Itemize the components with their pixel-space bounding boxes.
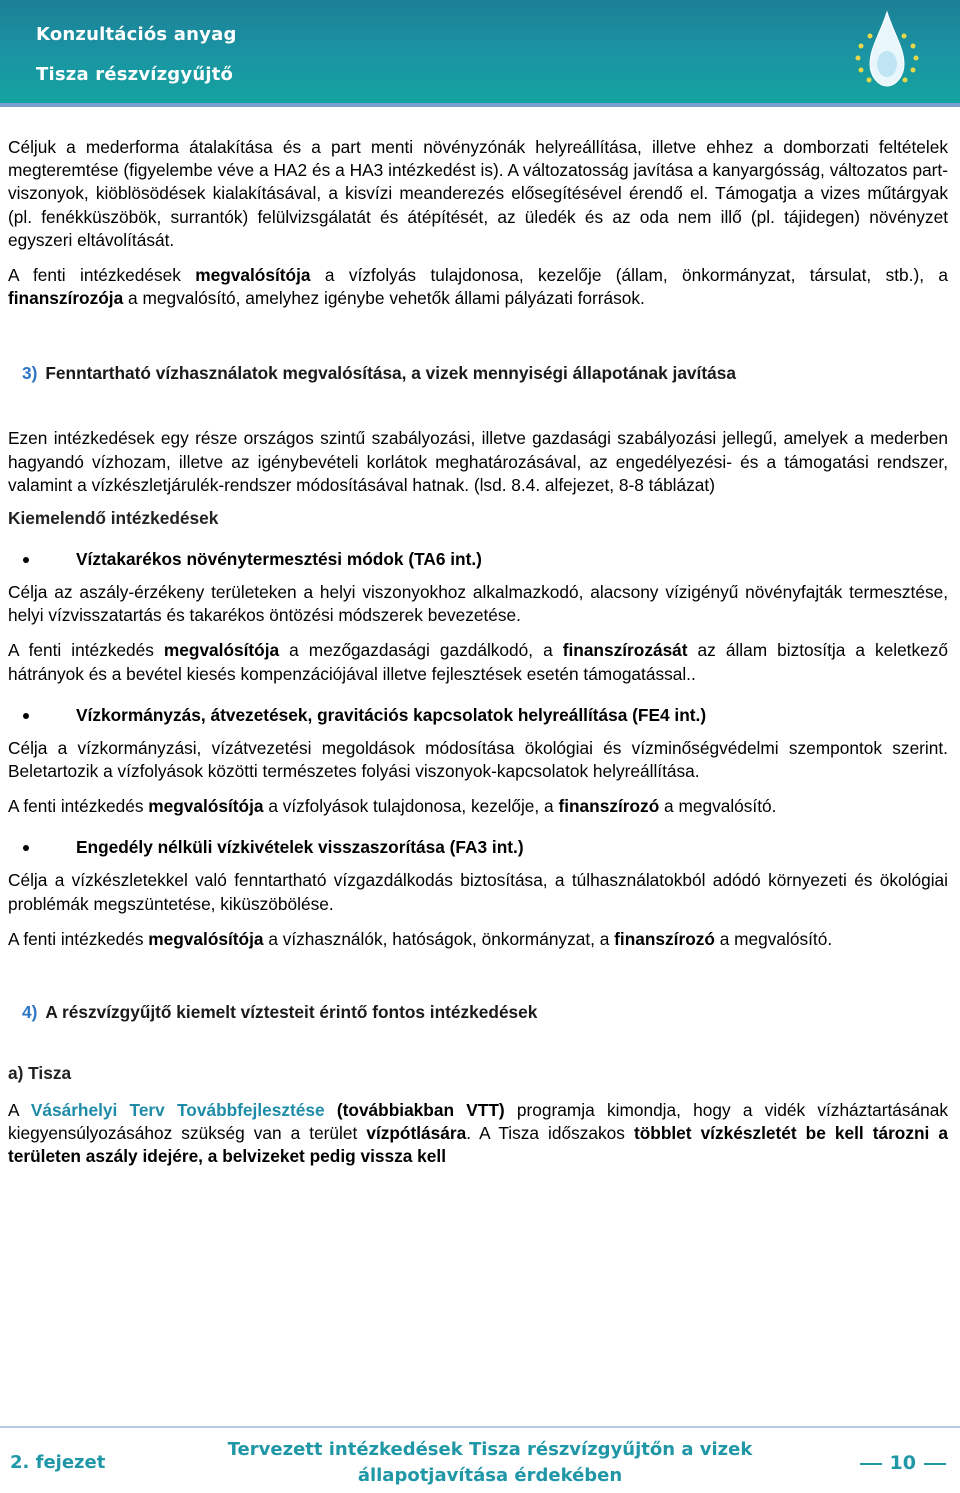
paragraph-10 — [8, 1099, 948, 1169]
text: A fenti intézkedés — [8, 796, 149, 817]
header-divider — [0, 103, 960, 107]
page-header — [0, 0, 960, 103]
page-number: 10 — [860, 1452, 946, 1474]
section-3-heading — [8, 362, 948, 385]
text: programja kimondja, hogy a vidék vízháztartásának kiegyensúlyozásához szükség van a terület — [8, 1100, 949, 1144]
paragraph-9 — [8, 928, 948, 951]
bullet-item-2: Vízkormányzás, átvezetések, gravitációs kapcsolatok helyreállítása (FE4 int.) — [8, 704, 948, 727]
header-subtitle: Tisza részvízgyűjtő — [36, 64, 234, 85]
bold-text: finanszírozója — [8, 288, 124, 309]
section-number: 4) — [22, 1002, 38, 1023]
footer-title-line-1: Tervezett intézkedések Tisza részvízgyűjtőn a vizek — [227, 1439, 753, 1460]
footer-title-line-2: állapotjavítása érdekében — [357, 1465, 623, 1486]
text: A fenti intézkedés — [8, 928, 149, 949]
highlighted-measures-heading: Kiemelendő intézkedések — [8, 508, 219, 529]
bold-text: finanszírozó — [614, 928, 715, 949]
header-title: Konzultációs anyag — [36, 24, 237, 45]
bold-text: többlet vízkészletét be kell tározni a területen aszály idejére, a belvizeket pedig vissza kell — [8, 1123, 949, 1167]
paragraph-8: Célja a vízkészletekkel való fenntartható vízgazdálkodás biztosítása, a túlhasználatokból adódó környezeti és ökológiai problémák megszüntetése, kiküszöbölése. — [8, 870, 948, 914]
footer-divider — [0, 1426, 960, 1428]
section-number: 3) — [22, 363, 38, 384]
text: A — [8, 1100, 31, 1121]
subsection-a-heading: a) Tisza — [8, 1063, 72, 1084]
text: az állam biztosítja a keletkező hátrányok és a bevétel kiesés kompenzációjával illetve fejlesztések esetén támogatással.. — [8, 640, 948, 684]
bold-text: megvalósítója — [163, 640, 280, 661]
section-title: A részvízgyűjtő kiemelt víztesteit érintő fontos intézkedések — [45, 1002, 538, 1023]
page-content — [8, 136, 948, 1169]
bold-text: finanszírozó — [558, 796, 660, 817]
text: . A Tisza időszakos — [466, 1123, 634, 1144]
text: a megvalósító, amelyhez igénybe vehetők állami pályázati források. — [123, 288, 645, 309]
bold-text: (továbbiakban VTT) — [336, 1100, 505, 1121]
bold-text: megvalósítója — [148, 796, 264, 817]
footer-chapter: 2. fejezet — [10, 1452, 106, 1473]
text: a megvalósító. — [714, 928, 833, 949]
footer-title — [200, 1437, 780, 1489]
text — [325, 1100, 337, 1120]
section-4-heading — [8, 1001, 948, 1024]
text: A fenti intézkedés — [8, 640, 164, 661]
paragraph-3: Ezen intézkedések egy része országos szintű szabályozási, illetve gazdasági szabályozási jellegű, amelyek a mederben hagyandó vízhozam, illetve az igénybevételi korlátok meghatározásával, az engedélyezési- és a támogatási rendszer, valamint a vízkészletjárulék-rendszer módosításával hatnak. (lsd. 8.4. alfejezet, 8-8 táblázat) — [8, 428, 948, 495]
water-drop-eu-stars-icon — [832, 6, 942, 100]
paragraph-2 — [8, 264, 948, 310]
text: a vízfolyás tulajdonosa, kezelője (állam, önkormányzat, társulat, stb.), a — [310, 265, 948, 286]
paragraph-7 — [8, 795, 948, 818]
bold-text: megvalósítója — [195, 265, 311, 286]
text: A fenti intézkedések — [8, 265, 196, 286]
bullet-item-3: Engedély nélküli vízkivételek visszaszorítása (FA3 int.) — [8, 836, 948, 859]
bold-text: finanszírozását — [562, 640, 688, 661]
paragraph-4: Célja az aszály-érzékeny területeken a helyi viszonyokhoz alkalmazkodó, alacsony vízigényű növényfajták termesztése, helyi vízvisszatartás és takarékos öntözési módszerek bevezetése. — [8, 582, 948, 626]
bold-text: megvalósítója — [148, 928, 264, 949]
highlighted-program-name: Vásárhelyi Terv Továbbfejlesztése — [30, 1100, 325, 1121]
paragraph-6: Célja a vízkormányzási, vízátvezetési megoldások módosítása ökológiai és vízminőségvédelmi szempontok szerint. Beletartozik a vízfolyások közötti természetes folyási viszonyok-kapcsolatok helyreállítása. — [8, 737, 948, 782]
text: a megvalósító. — [659, 796, 777, 817]
paragraph-5 — [8, 639, 948, 685]
bullet-item-1: Víztakarékos növénytermesztési módok (TA6 int.) — [8, 548, 948, 571]
text: a vízfolyások tulajdonosa, kezelője, a — [263, 796, 559, 817]
section-title: Fenntartható vízhasználatok megvalósítása, a vizek mennyiségi állapotának javítása — [45, 363, 736, 384]
text: a mezőgazdasági gazdálkodó, a — [279, 640, 563, 661]
paragraph-1: Céljuk a mederforma átalakítása és a part menti növényzónák helyreállítása, illetve ehhez a domborzati feltételek megteremtése (figyelembe véve a HA2 és a HA3 intézkedést is). A változatosság javítása a kanyargósság, változatos part-viszonyok, kiöblösödések kialakításával, a kisvízi meanderezés elősegítésével érendő el. Támogatja a vizes műtárgyak (pl. fenékküszöbök, surrantók) felülvizsgálatát és átépítését, az üledék és az oda nem illő (pl. tájidegen) növényzet egyszeri eltávolítását. — [8, 137, 948, 250]
text: a vízhasználók, hatóságok, önkormányzat, a — [263, 928, 615, 949]
bold-text: vízpótlására — [366, 1123, 467, 1144]
